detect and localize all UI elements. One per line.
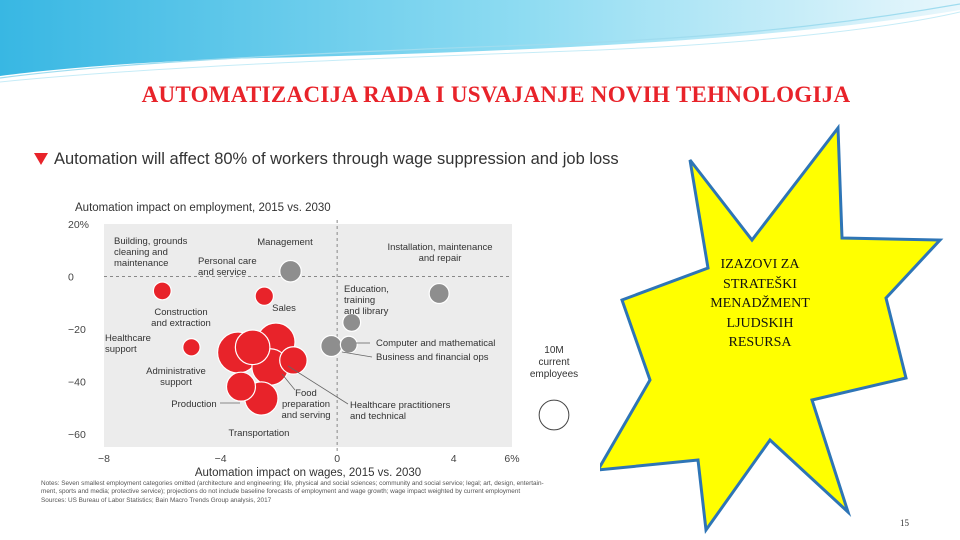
x-tick-label: −8	[98, 453, 110, 465]
bubble-label: and service	[198, 267, 247, 278]
notes-line: Notes: Seven smallest employment categories omitted (architecture and engineering; life, physical and social sciences; community and social service; legal; art, design, entertain-	[41, 480, 544, 487]
slide-title: AUTOMATIZACIJA RADA I USVAJANJE NOVIH TEHNOLOGIJA	[141, 82, 851, 107]
bubble-label: Healthcare	[105, 333, 151, 344]
bubble-point	[235, 330, 270, 365]
bubble-label: Healthcare practitioners	[350, 400, 451, 411]
callout-text	[690, 255, 830, 353]
callout-line: IZAZOVI ZA	[720, 257, 800, 272]
x-tick-label: −4	[214, 453, 227, 465]
bubble-point	[226, 372, 255, 401]
bubble-label: Education,	[344, 284, 389, 295]
bubble-label: maintenance	[114, 258, 169, 269]
bubble-label: and extraction	[151, 318, 211, 329]
bubble-point	[340, 336, 357, 353]
bubble-label: Personal care	[198, 256, 257, 267]
bubble-label: Building, grounds	[114, 236, 188, 247]
bubble-point	[280, 347, 307, 374]
slide-number: 15	[900, 518, 909, 528]
bubble-label: Installation, maintenance	[387, 242, 493, 253]
bubble-point	[255, 287, 273, 305]
x-axis-label: Automation impact on wages, 2015 vs. 2030	[194, 467, 422, 479]
size-legend-circle	[539, 400, 569, 430]
bubble-label: training	[344, 295, 376, 306]
callout-line: STRATEŠKI	[723, 276, 797, 292]
size-legend-label: employees	[529, 369, 579, 380]
bubble-point	[280, 261, 301, 282]
bubble-label: cleaning and	[114, 247, 168, 258]
bubble-label: and library	[344, 306, 389, 317]
bubble-label: Administrative	[146, 366, 206, 377]
bubble-label: support	[160, 377, 192, 388]
bubble-label: support	[105, 344, 137, 355]
bubble-label: Construction	[154, 307, 208, 318]
bubble-label: and technical	[350, 411, 406, 422]
callout-line: MENADŽMENT	[710, 296, 810, 311]
bubble-point	[321, 335, 342, 356]
bubble-label: Transportation	[228, 428, 290, 439]
bubble-label: and serving	[281, 410, 331, 421]
bubble-label: Management	[257, 237, 313, 248]
bubble-label: preparation	[281, 399, 331, 410]
chart-title: Automation impact on employment, 2015 vs. 2030	[75, 202, 331, 214]
bubble-chart	[30, 140, 678, 532]
bubble-label: Production	[171, 399, 217, 410]
bubble-label: Sales	[272, 303, 296, 314]
notes-line: ment, sports and media; protective service); projections do not include baseline forecasts of employment and wage growth; wage impact weighted by current employment	[41, 488, 521, 496]
callout-line: LJUDSKIH	[726, 315, 794, 331]
chart-heading: Automation will affect 80% of workers through wage suppression and job loss	[54, 150, 619, 168]
x-tick-label: 0	[334, 453, 341, 465]
size-legend-label: current	[538, 357, 570, 368]
size-legend-label: 10M	[544, 345, 564, 356]
chart-notes	[41, 480, 653, 505]
y-tick-label: 0	[68, 271, 74, 284]
x-tick-label: 4	[450, 453, 457, 465]
y-tick-label: −60	[68, 428, 86, 441]
bubble-point	[153, 282, 171, 300]
bubble-point	[429, 284, 449, 304]
x-tick-label: 6%	[504, 453, 520, 465]
notes-line: Sources: US Bureau of Labor Statistics; Bain Macro Trends Group analysis, 2017	[41, 496, 272, 504]
bubble-point	[183, 339, 200, 356]
y-tick-label: 20%	[68, 219, 90, 231]
y-tick-label: −40	[68, 376, 86, 389]
bubble-label: Food	[295, 388, 317, 399]
callout-line: RESURSA	[728, 335, 792, 350]
bubble-label: Computer and mathematical	[376, 338, 496, 349]
y-tick-label: −20	[68, 323, 86, 336]
bubble-label: and repair	[418, 253, 462, 264]
header-wave	[0, 0, 960, 90]
chart-panel	[30, 140, 678, 532]
bubble-label: Business and financial ops	[376, 352, 489, 363]
